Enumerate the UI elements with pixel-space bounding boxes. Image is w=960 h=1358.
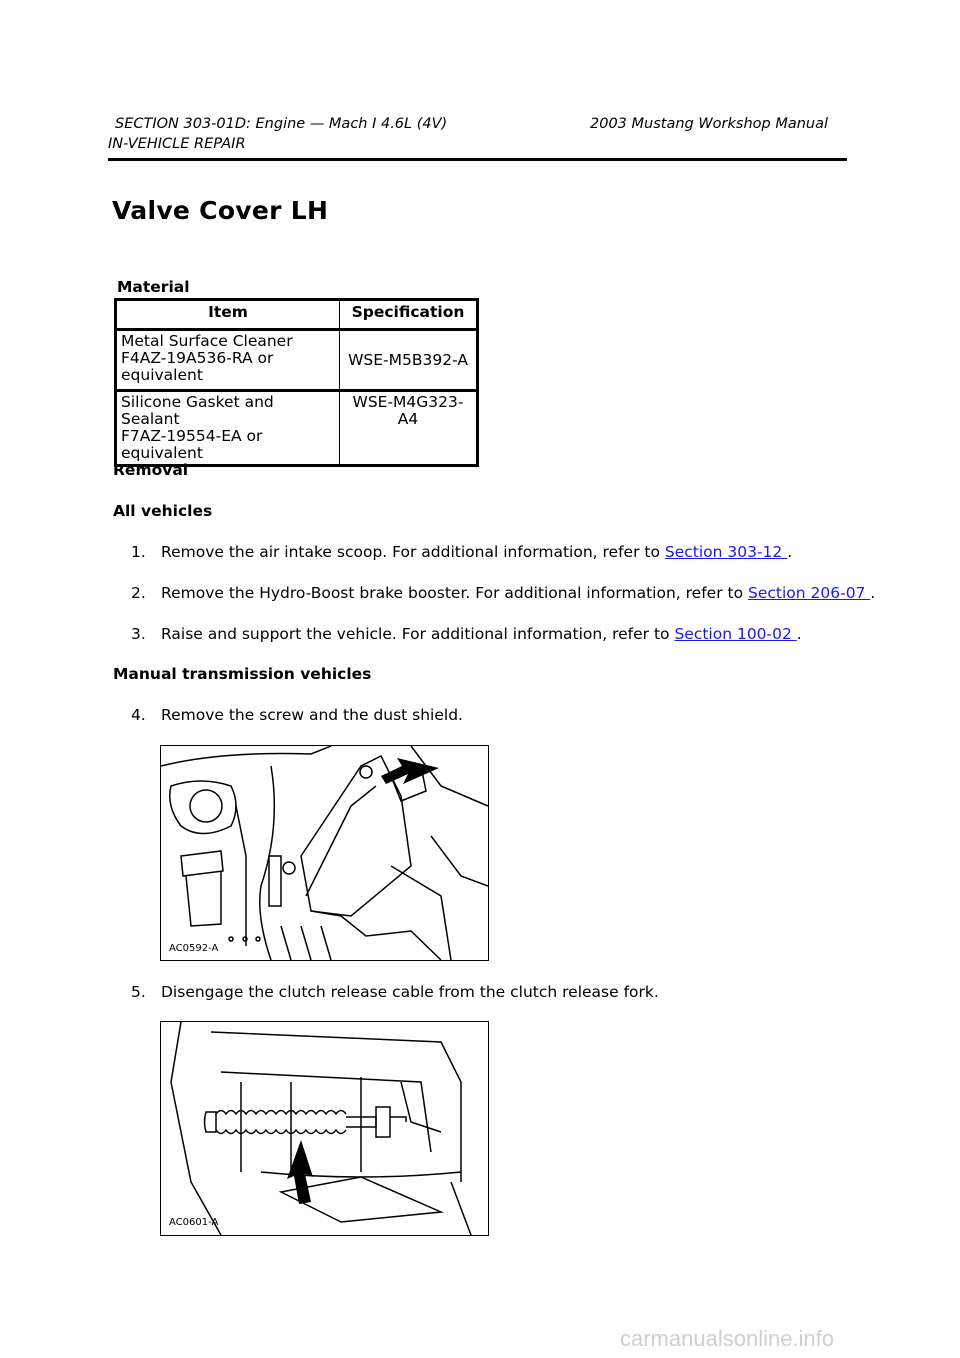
- step-text-end: .: [870, 584, 876, 602]
- dust-shield-drawing: [161, 746, 488, 960]
- all-vehicles-heading: All vehicles: [113, 502, 213, 520]
- step-text-end: .: [796, 625, 802, 643]
- clutch-cable-drawing: [161, 1022, 488, 1235]
- cell-line: WSE-M4G323-: [352, 393, 464, 411]
- cell-line: equivalent: [121, 366, 203, 384]
- step-number: 5.: [131, 983, 146, 1001]
- step-number: 3.: [131, 625, 146, 643]
- section-100-02-link[interactable]: Section 100-02: [674, 625, 797, 643]
- cell-line: Silicone Gasket and Sealant: [121, 393, 274, 428]
- cell-line: Metal Surface Cleaner: [121, 332, 293, 350]
- step-text-end: .: [787, 543, 793, 561]
- table-row: [116, 330, 478, 391]
- cell-line: WSE-M5B392-A: [348, 350, 468, 369]
- step-text: Remove the air intake scoop. For additional information, refer to: [161, 543, 665, 561]
- table-cell-specification: [340, 391, 478, 466]
- table-row: [116, 391, 478, 466]
- clutch-release-cable-illustration: [160, 1021, 489, 1236]
- table-cell-item: [116, 330, 340, 391]
- column-header-item: Item: [116, 300, 340, 330]
- dust-shield-illustration: [160, 745, 489, 961]
- step-text: Remove the screw and the dust shield.: [161, 706, 463, 724]
- table-cell-specification: [340, 330, 478, 391]
- cell-line: F7AZ-19554-EA or equivalent: [121, 427, 263, 462]
- step-1: [131, 543, 792, 561]
- section-303-12-link[interactable]: Section 303-12: [664, 543, 788, 561]
- header-manual-title: 2003 Mustang Workshop Manual: [590, 116, 829, 132]
- step-number: 2.: [131, 584, 146, 602]
- step-3: [131, 625, 802, 643]
- table-cell-item: [116, 391, 340, 466]
- material-table: [114, 298, 479, 467]
- figure-code-label: AC0592-A: [169, 943, 219, 954]
- step-4: [131, 706, 463, 724]
- header-section-title: SECTION 303-01D: Engine — Mach I 4.6L (4V): [115, 116, 448, 132]
- figure-code-label: AC0601-A: [169, 1217, 219, 1228]
- step-text: Remove the Hydro-Boost brake booster. For additional information, refer to: [161, 584, 748, 602]
- column-header-specification: Specification: [340, 300, 478, 330]
- header-rule: [108, 158, 847, 161]
- step-5: [131, 983, 659, 1001]
- manual-transmission-heading: Manual transmission vehicles: [113, 665, 372, 683]
- cell-line: F4AZ-19A536-RA or: [121, 349, 274, 367]
- header-subsection: IN-VEHICLE REPAIR: [108, 136, 246, 152]
- step-text: Raise and support the vehicle. For additional information, refer to: [161, 625, 675, 643]
- cell-line: A4: [397, 410, 419, 428]
- section-206-07-link[interactable]: Section 206-07: [748, 584, 871, 602]
- material-label: Material: [117, 278, 190, 296]
- removal-heading: Removal: [113, 461, 189, 479]
- step-number: 1.: [131, 543, 146, 561]
- step-number: 4.: [131, 706, 146, 724]
- table-header-row: [116, 300, 478, 330]
- step-2: [131, 584, 875, 602]
- watermark: carmanualsonline.info: [620, 1326, 835, 1351]
- step-text: Disengage the clutch release cable from the clutch release fork.: [161, 983, 659, 1001]
- page-title: Valve Cover LH: [112, 196, 329, 225]
